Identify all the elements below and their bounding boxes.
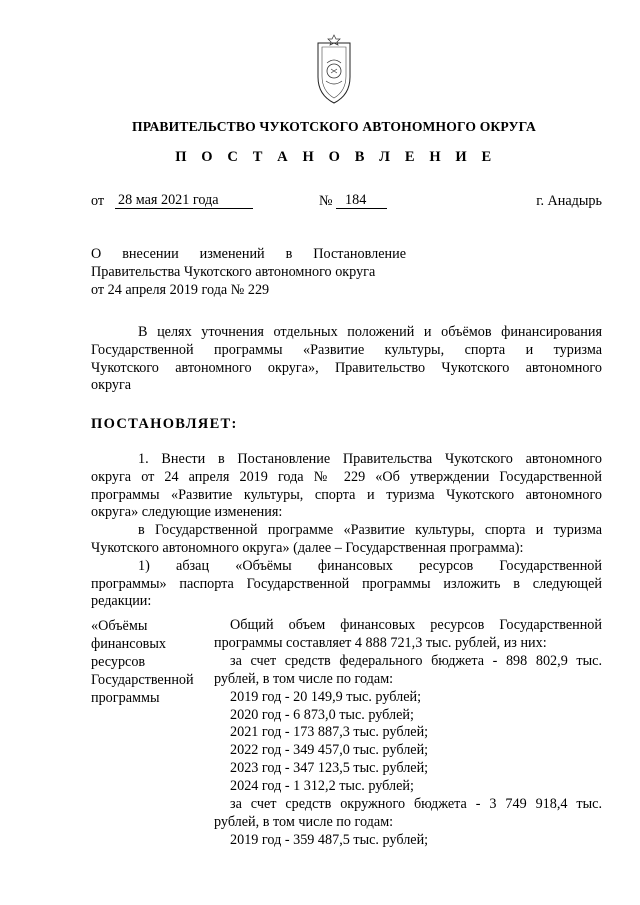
- table-label-line: «Объёмы: [91, 618, 148, 634]
- table-value-line: Общий объем финансовых ресурсов Государственной: [230, 617, 602, 633]
- table-label-line: Государственной: [91, 672, 194, 688]
- paragraph-line: В целях уточнения отдельных положений и объёмов финансирования: [138, 324, 602, 340]
- passport-table-label-column: [91, 617, 211, 707]
- subject-line: от 24 апреля 2019 года № 229: [91, 282, 270, 298]
- table-value-line: 2023 год - 347 123,5 тыс. рублей;: [230, 760, 429, 777]
- number-label: №: [319, 193, 333, 209]
- table-value-line: 2021 год - 173 887,3 тыс. рублей;: [230, 724, 429, 741]
- paragraph-line: программы «Развитие культуры, спорта и туризма Чукотского автономного: [91, 486, 602, 503]
- passport-table-value-column: [214, 617, 602, 850]
- paragraph-line: Чукотского автономного округа» (далее – Государственная программа):: [91, 539, 524, 556]
- document-type-title: П О С Т А Н О В Л Е Н И Е: [175, 149, 497, 165]
- table-value-line: за счет средств федерального бюджета - 898 802,9 тыс.: [230, 652, 602, 669]
- chukotka-coat-of-arms-icon: [314, 33, 354, 107]
- paragraph-line: округа: [91, 377, 132, 394]
- preamble-paragraph: [91, 324, 602, 395]
- paragraph-line: в Государственной программе «Развитие культуры, спорта и туризма: [138, 522, 602, 539]
- table-value-line: 2019 год - 359 487,5 тыс. рублей;: [230, 831, 429, 848]
- resolves-heading: ПОСТАНОВЛЯЕТ:: [91, 416, 238, 432]
- paragraph-line: Государственной программы «Развитие культуры, спорта и туризма: [91, 341, 602, 358]
- document-subject: [91, 245, 406, 299]
- item-1-paragraph: [91, 451, 602, 611]
- table-value-line: рублей, в том числе по годам:: [214, 670, 394, 687]
- subject-line: О внесении изменений в Постановление: [91, 246, 406, 262]
- table-value-line: 2019 год - 20 149,9 тыс. рублей;: [230, 688, 422, 705]
- paragraph-line: редакции:: [91, 593, 152, 610]
- table-value-line: 2020 год - 6 873,0 тыс. рублей;: [230, 706, 414, 723]
- table-label-line: программы: [91, 690, 160, 706]
- paragraph-line: округа от 24 апреля 2019 года № 229 «Об утверждении Государственной: [91, 468, 602, 485]
- document-city: г. Анадырь: [536, 193, 602, 209]
- paragraph-line: 1) абзац «Объёмы финансовых ресурсов Государственной: [138, 557, 602, 574]
- table-value-line: за счет средств окружного бюджета - 3 749 918,4 тыс.: [230, 796, 602, 813]
- table-value-line: программы составляет 4 888 721,3 тыс. рублей, из них:: [214, 634, 547, 651]
- document-date: 28 мая 2021 года: [115, 193, 253, 209]
- subject-line: Правительства Чукотского автономного округа: [91, 264, 376, 280]
- table-value-line: рублей, в том числе по годам:: [214, 813, 394, 830]
- date-prefix: от: [91, 193, 105, 209]
- paragraph-line: программы» паспорта Государственной программы изложить в следующей: [91, 575, 602, 592]
- table-value-line: 2022 год - 349 457,0 тыс. рублей;: [230, 742, 429, 759]
- table-label-line: ресурсов: [91, 654, 146, 670]
- paragraph-line: 1. Внести в Постановление Правительства Чукотского автономного: [138, 451, 602, 467]
- table-label-line: финансовых: [91, 636, 166, 652]
- document-number: 184: [336, 193, 387, 209]
- document-meta-row: [91, 193, 602, 211]
- paragraph-line: округа» следующие изменения:: [91, 504, 283, 521]
- table-value-line: 2024 год - 1 312,2 тыс. рублей;: [230, 778, 414, 795]
- paragraph-line: Чукотского автономного округа», Правительство Чукотского автономного: [91, 359, 602, 376]
- government-title: ПРАВИТЕЛЬСТВО ЧУКОТСКОГО АВТОНОМНОГО ОКРУГА: [132, 119, 536, 134]
